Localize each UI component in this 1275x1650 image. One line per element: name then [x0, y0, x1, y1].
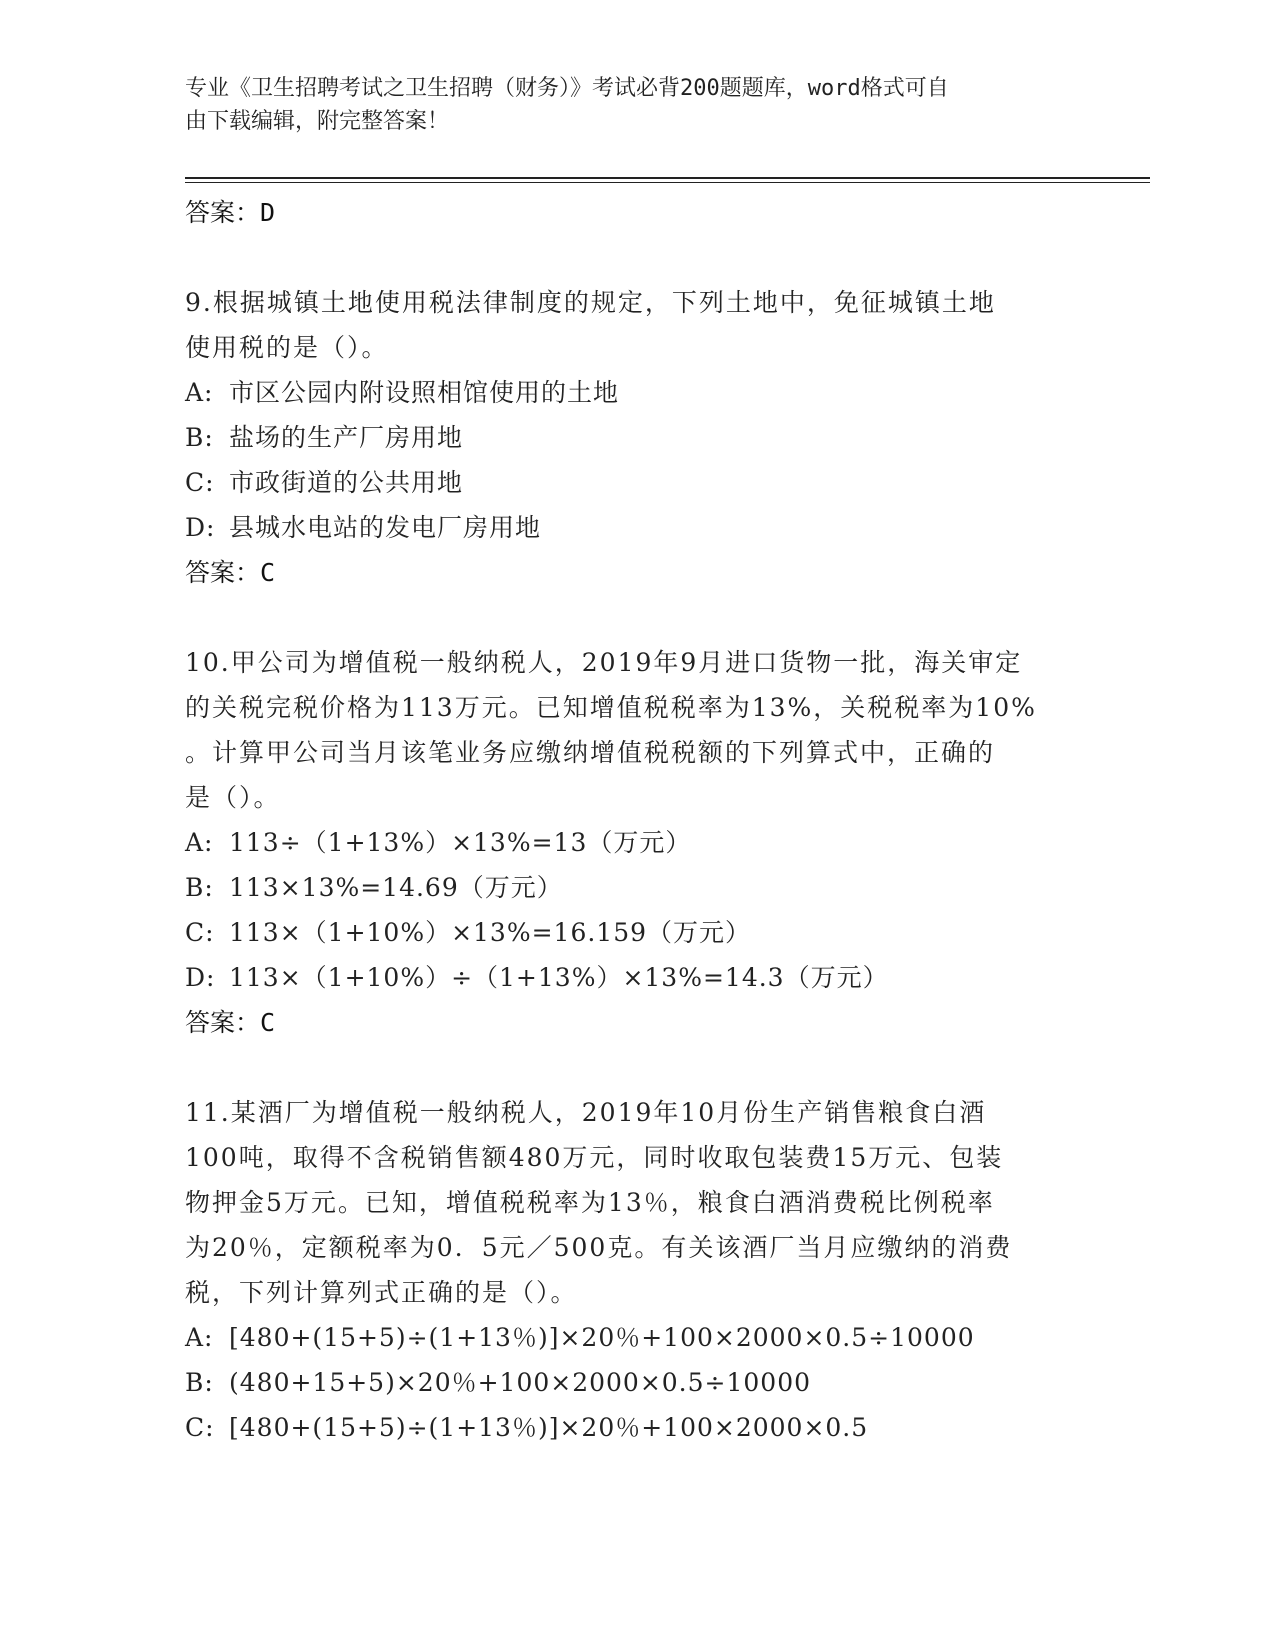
- question-stem-line: 的关税完税价格为113万元。已知增值税税率为13%，关税税率为10%: [185, 693, 1037, 722]
- option-text: (480+15+5)×20％+100×2000×0.5÷10000: [229, 1368, 812, 1397]
- spacer: [185, 235, 1085, 280]
- header-rule-thin: [185, 182, 1150, 183]
- option-text: [480+(15+5)÷(1+13％)]×20％+100×2000×0.5÷10000: [229, 1323, 975, 1352]
- option-a: [185, 1315, 1085, 1360]
- header-line-2: 由下载编辑，附完整答案！: [185, 109, 450, 134]
- option-text: 市政街道的公共用地: [229, 468, 464, 497]
- option-text: [480+(15+5)÷(1+13％)]×20％+100×2000×0.5: [229, 1413, 869, 1442]
- answer-line: 答案：C: [185, 1008, 276, 1037]
- header-rule-thick: [185, 177, 1150, 179]
- option-text: 盐场的生产厂房用地: [229, 423, 464, 452]
- option-label: A:: [185, 1323, 214, 1352]
- option-label: C:: [185, 468, 215, 497]
- option-text: 113×（1+10%）×13%=16.159（万元）: [229, 918, 752, 947]
- option-c: [185, 460, 1085, 505]
- option-label: C:: [185, 918, 215, 947]
- option-label: D:: [185, 513, 216, 542]
- question-9: [185, 280, 1085, 595]
- option-b: [185, 1360, 1085, 1405]
- option-label: C:: [185, 1413, 215, 1442]
- option-text: 市区公园内附设照相馆使用的土地: [229, 378, 620, 407]
- question-stem-line: 9.根据城镇土地使用税法律制度的规定，下列土地中，免征城镇土地: [185, 288, 996, 317]
- option-label: B:: [185, 423, 214, 452]
- option-text: 113÷（1+13%）×13%=13（万元）: [229, 828, 692, 857]
- option-label: D:: [185, 963, 216, 992]
- answer-line: 答案：C: [185, 558, 276, 587]
- answer-line: 答案：D: [185, 198, 276, 227]
- question-stem-line: 11.某酒厂为增值税一般纳税人，2019年10月份生产销售粮食白酒: [185, 1098, 987, 1127]
- question-stem-line: 税，下列计算列式正确的是（）。: [185, 1278, 578, 1307]
- spacer: [185, 595, 1085, 640]
- question-11: [185, 1090, 1085, 1450]
- option-c: [185, 1405, 1085, 1450]
- question-stem-line: 。计算甲公司当月该笔业务应缴纳增值税税额的下列算式中，正确的: [185, 738, 996, 767]
- question-stem-line: 物押金5万元。已知，增值税税率为13％，粮食白酒消费税比例税率: [185, 1188, 995, 1217]
- option-d: [185, 505, 1085, 550]
- document-header: [185, 72, 1075, 138]
- question-stem-line: 100吨，取得不含税销售额480万元，同时收取包装费15万元、包装: [185, 1143, 1004, 1172]
- option-text: 县城水电站的发电厂房用地: [229, 513, 542, 542]
- option-text: 113×（1+10%）÷（1+13%）×13%=14.3（万元）: [229, 963, 889, 992]
- option-label: B:: [185, 873, 214, 902]
- option-c: [185, 910, 1085, 955]
- option-d: [185, 955, 1085, 1000]
- question-stem-line: 为20％，定额税率为0．5元／500克。有关该酒厂当月应缴纳的消费: [185, 1233, 1013, 1262]
- question-stem-line: 是（）。: [185, 783, 281, 812]
- header-line-1: 专业《卫生招聘考试之卫生招聘（财务）》考试必背200题题库，word格式可自: [185, 76, 949, 101]
- document-body: [185, 190, 1085, 1450]
- option-text: 113×13%=14.69（万元）: [229, 873, 563, 902]
- question-stem-line: 10.甲公司为增值税一般纳税人，2019年9月进口货物一批，海关审定: [185, 648, 1023, 677]
- option-b: [185, 415, 1085, 460]
- question-10: [185, 640, 1085, 1045]
- option-label: A:: [185, 828, 214, 857]
- option-b: [185, 865, 1085, 910]
- option-a: [185, 820, 1085, 865]
- option-label: B:: [185, 1368, 214, 1397]
- spacer: [185, 1045, 1085, 1090]
- question-stem-line: 使用税的是（）。: [185, 333, 389, 362]
- option-label: A:: [185, 378, 214, 407]
- option-a: [185, 370, 1085, 415]
